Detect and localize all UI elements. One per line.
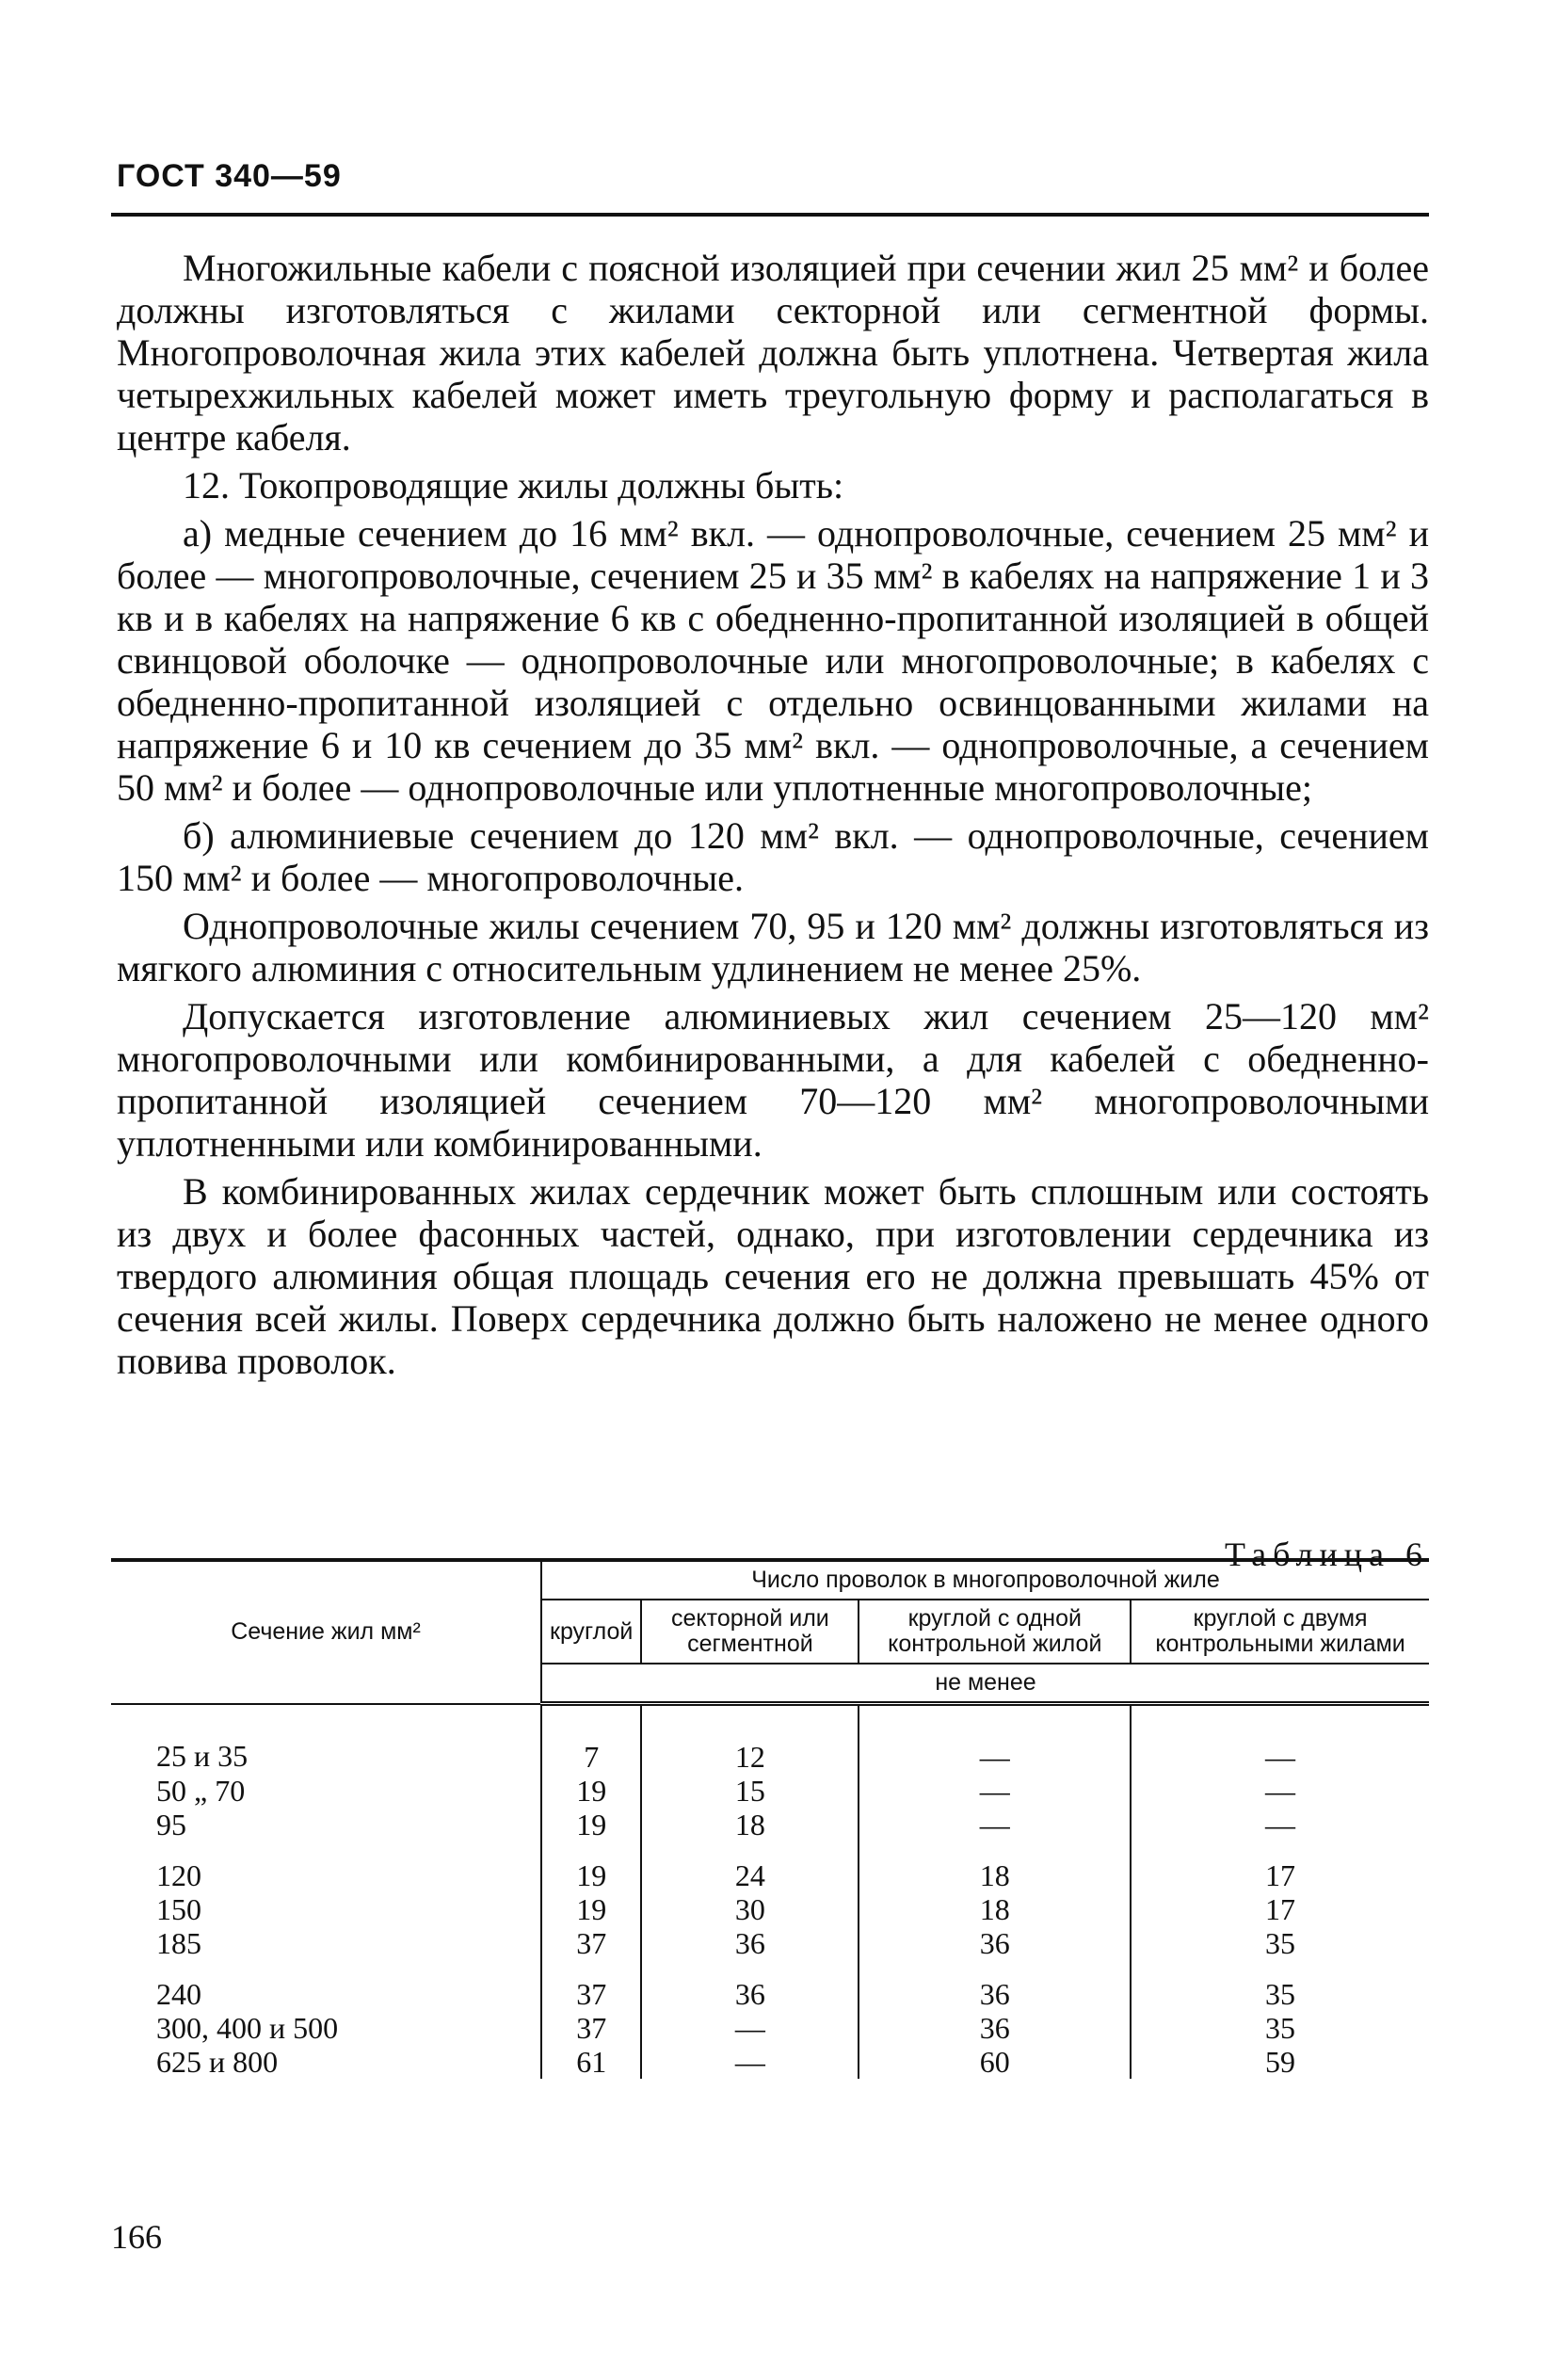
wire-count-table	[111, 1558, 1429, 2079]
document-header: ГОСТ 340—59	[117, 158, 342, 194]
header-rule	[111, 213, 1429, 217]
col-header-section: Сечение жил мм²	[111, 1560, 541, 1704]
cell: 240	[156, 1977, 201, 2011]
cell: 95	[156, 1808, 186, 1841]
cell: 36	[641, 1926, 859, 1960]
cell: 61	[541, 2045, 641, 2079]
cell: 19	[541, 1774, 641, 1808]
cell: 15	[641, 1774, 859, 1808]
cell: 36	[859, 2011, 1131, 2045]
cell: 37	[541, 2011, 641, 2045]
cell: —	[859, 1808, 1131, 1841]
cell: 19	[541, 1808, 641, 1841]
cell: 35	[1131, 1926, 1429, 1960]
cell: —	[1131, 1774, 1429, 1808]
cell: 37	[541, 1960, 641, 2011]
table-caption: Таблица 6	[1225, 1536, 1429, 1573]
cell: —	[641, 2045, 859, 2079]
cell: 18	[641, 1808, 859, 1841]
cell: 59	[1131, 2045, 1429, 2079]
cell: —	[859, 1704, 1131, 1775]
table-row	[111, 1774, 1429, 1808]
cell: 25 и 35	[156, 1738, 249, 1773]
cell: 185	[156, 1926, 201, 1960]
cell: 19	[541, 1892, 641, 1926]
cell: 300, 400 и 500	[156, 2011, 339, 2045]
cell: 17	[1131, 1892, 1429, 1926]
table-row	[111, 1960, 1429, 2011]
cell: 12	[641, 1704, 859, 1775]
table-row	[111, 1892, 1429, 1926]
page-number: 166	[111, 2218, 162, 2256]
cell: 18	[859, 1892, 1131, 1926]
cell: 60	[859, 2045, 1131, 2079]
sub-header: круглой	[541, 1600, 641, 1664]
table-row	[111, 2045, 1429, 2079]
table-row	[111, 1841, 1429, 1892]
paragraph: б) алюминиевые сечением до 120 мм² вкл. — однопроволочные, сечением 150 мм² и более — многопроволочные.	[117, 814, 1429, 899]
cell: 35	[1131, 1960, 1429, 2011]
paragraph: Однопроволочные жилы сечением 70, 95 и 120 мм² должны изготовляться из мягкого алюминия с относительным удлинением не менее 25%.	[117, 905, 1429, 989]
cell: —	[1131, 1808, 1429, 1841]
cell: 150	[156, 1892, 201, 1926]
cell: —	[641, 2011, 859, 2045]
sub-header: круглой с одной контрольной жилой	[859, 1600, 1131, 1664]
cell: 625 и 800	[156, 2045, 279, 2079]
table-row	[111, 1808, 1429, 1841]
sub-header: круглой с двумя контрольными жилами	[1131, 1600, 1429, 1664]
body-text	[117, 247, 1429, 1382]
table-row	[111, 2011, 1429, 2045]
cell: 36	[859, 1960, 1131, 2011]
cell: 18	[859, 1841, 1131, 1892]
paragraph: 12. Токопроводящие жилы должны быть:	[183, 464, 844, 507]
cell: 24	[641, 1841, 859, 1892]
paragraph: а) медные сечением до 16 мм² вкл. — однопроволочные, сечением 25 мм² и более — многопроволочные, сечением 25 и 35 мм² в кабелях на напряжение 1 и 3 кв и в кабелях на напряжение 6 кв с обедненно-пропитанной изоляцией в общей свинцовой оболочке — однопроволочные или многопроволочные; в кабелях с обедненно-пропитанной изоляцией с отдельно освинцованными жилами на напряжение 6 и 10 кв сечением до 35 мм² вкл. — однопроволочные, а сечением 50 мм² и более — однопроволочные или уплотненные многопроволочные;	[117, 512, 1429, 809]
cell: —	[859, 1774, 1131, 1808]
cell: 120	[156, 1858, 201, 1892]
group-header: Число проволок в многопроволочной жиле	[541, 1560, 1429, 1600]
cell: 36	[859, 1926, 1131, 1960]
cell: 17	[1131, 1841, 1429, 1892]
cell: 7	[541, 1704, 641, 1775]
cell: 36	[641, 1960, 859, 2011]
cell: 19	[541, 1841, 641, 1892]
paragraph: Допускается изготовление алюминиевых жил сечением 25—120 мм² многопроволочными или комбинированными, а для кабелей с обедненно-пропитанной изоляцией сечением 70—120 мм² многопроволочными уплотненными или комбинированными.	[117, 995, 1429, 1165]
paragraph: В комбинированных жилах сердечник может быть сплошным или состоять из двух и более фасонных частей, однако, при изготовлении сердечника из твердого алюминия общая площадь сечения его не должна превышать 45% от сечения всей жилы. Поверх сердечника должно быть наложено не менее одного повива проволок.	[117, 1170, 1429, 1382]
cell: 35	[1131, 2011, 1429, 2045]
cell: 50 „ 70	[156, 1774, 246, 1808]
sub-header: секторной или сегментной	[641, 1600, 859, 1664]
table-row	[111, 1926, 1429, 1960]
cell: 30	[641, 1892, 859, 1926]
table-row	[111, 1704, 1429, 1775]
paragraph: Многожильные кабели с поясной изоляцией при сечении жил 25 мм² и более должны изготовляться с жилами секторной или сегментной формы. Многопроволочная жила этих кабелей должна быть уплотнена. Четвертая жила четырехжильных кабелей может иметь треугольную форму и располагаться в центре кабеля.	[117, 247, 1429, 458]
cell: 37	[541, 1926, 641, 1960]
note-row: не менее	[541, 1664, 1429, 1704]
cell: —	[1131, 1704, 1429, 1775]
